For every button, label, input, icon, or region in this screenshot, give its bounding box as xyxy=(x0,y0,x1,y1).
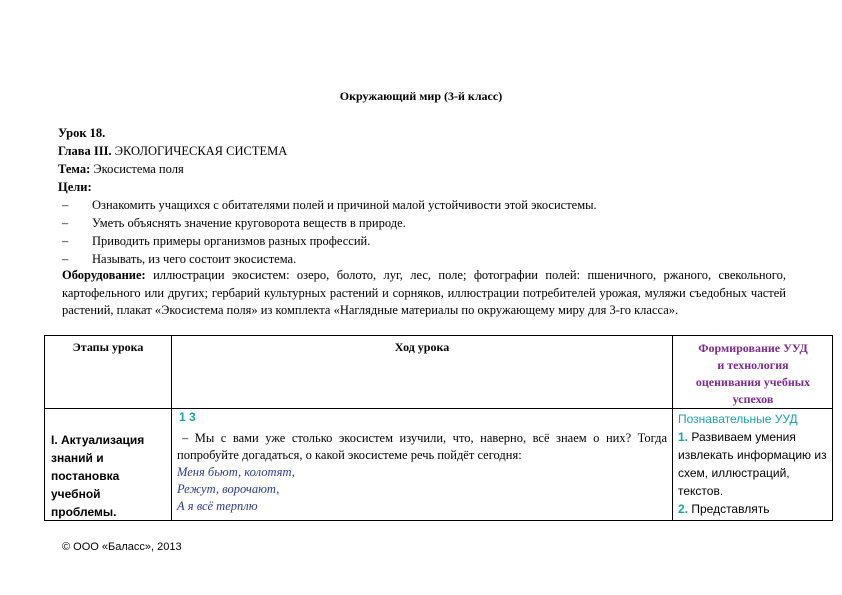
page-title: Окружающий мир (3-й класс) xyxy=(339,89,503,103)
header-stages: Этапы урока xyxy=(72,340,144,354)
topic-value: Экосистема поля xyxy=(93,162,184,176)
lesson-number: Урок 18. xyxy=(58,126,106,140)
lesson-number-line xyxy=(58,124,788,142)
riddle-line: А я всё терплю xyxy=(177,499,258,513)
equipment-paragraph xyxy=(62,267,786,320)
copyright-footer: © ООО «Баласс», 2013 xyxy=(62,541,182,553)
goal-item xyxy=(58,250,788,268)
equipment-text: иллюстрации экосистем: озеро, болото, луг, лес, поле; фотографии полей: пшеничного, ржаного, свекольного, картофельного или других; гербарий культурных растений и сорняков, иллюстрации потребителей урожая, муляжи съедобных частей растений, плакат «Экосистема поля» из комплекта «Наглядные материалы по окружающему миру для 3-го класса». xyxy=(62,268,786,317)
header-uud-line: Формирование УУД xyxy=(698,341,808,355)
header-uud xyxy=(673,340,833,408)
goal-text: Называть, из чего состоит экосистема. xyxy=(92,252,297,266)
slide-numbers: 1 3 xyxy=(179,410,196,424)
riddle-line: Меня бьют, колотят, xyxy=(177,465,295,479)
chapter-label: Глава III. xyxy=(58,144,112,158)
header-course: Ход урока xyxy=(394,340,450,354)
goal-text: Приводить примеры организмов разных профессий. xyxy=(92,234,371,248)
uud-item xyxy=(678,428,828,500)
header-uud-line: оценивания учебных xyxy=(695,375,811,389)
row-divider xyxy=(45,408,832,409)
uud-item-text: Развиваем умения извлекать информацию из схем, иллюстраций, текстов. xyxy=(678,430,827,498)
uud-cell xyxy=(678,410,828,518)
chapter-title: ЭКОЛОГИЧЕСКАЯ СИСТЕМА xyxy=(114,144,288,158)
uud-heading: Познавательные УУД xyxy=(678,412,798,426)
goal-bullet: – xyxy=(62,234,69,248)
chapter-line xyxy=(58,142,788,160)
riddle-line: Режут, ворочают, xyxy=(177,482,280,496)
goals-heading-line xyxy=(58,178,788,196)
uud-item xyxy=(678,500,828,518)
topic-label: Тема: xyxy=(58,162,91,176)
goal-bullet: – xyxy=(62,252,69,266)
lesson-header xyxy=(58,124,788,268)
goal-item xyxy=(58,232,788,250)
goal-bullet: – xyxy=(62,198,69,212)
uud-item-text: Представлять xyxy=(691,502,770,516)
topic-line xyxy=(58,160,788,178)
goal-bullet: – xyxy=(62,216,69,230)
goals-label: Цели: xyxy=(58,180,92,194)
equipment-label: Оборудование: xyxy=(62,268,146,282)
uud-item-number: 2. xyxy=(678,502,689,516)
goal-item xyxy=(58,214,788,232)
goal-item xyxy=(58,196,788,214)
uud-item-number: 1. xyxy=(678,430,689,444)
header-uud-line: успехов xyxy=(732,392,774,406)
stage-cell: I. Актуализация знаний и постановка учебной проблемы. xyxy=(51,433,145,519)
header-uud-line: и технология xyxy=(717,358,789,372)
lesson-table xyxy=(44,335,833,521)
teacher-question: – Мы с вами уже столько экосистем изучили, что, наверно, всё знаем о них? Тогда попробуйте догадаться, о какой экосистеме речь пойдёт сегодня: xyxy=(177,431,667,462)
column-divider xyxy=(171,336,172,520)
goal-text: Уметь объяснять значение круговорота веществ в природе. xyxy=(92,216,406,230)
course-cell xyxy=(177,430,667,515)
goal-text: Ознакомить учащихся с обитателями полей и причиной малой устойчивости этой экосистемы. xyxy=(92,198,597,212)
